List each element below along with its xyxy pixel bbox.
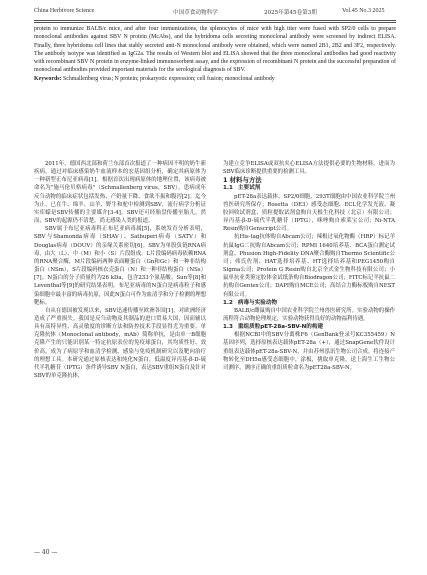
subsection-heading bbox=[223, 184, 395, 192]
keywords-label: Keywords: bbox=[34, 75, 62, 82]
body-paragraph: 抗His-tag抗体购自Abcam公司；辣根过氧化物酶（HRP）标记羊抗鼠IgG二抗购自Abcam公司；RPMI 1640培养基、BCA蛋白测定试剂盒、Phusion High-Fidelity DNA聚合酶购自Thermo Scientific公司；弗氏佐剂、HAT选择培养基、HT选择培养基和PEG1450购自Sigma公司；Protein G Resin购自北京全式金生物科技有限公司；小鼠单抗亚类鉴定胶体金试纸条购自Biodragon公司；FITC标记羊抗鼠二抗购自Gentex公司；DAPI购自MCE公司；高结合力酶标板购自NEST有限公司。 bbox=[223, 234, 395, 298]
body-paragraph: 为建立竞争ELISA或双抗夹心ELISA方法提供必要的生物材料，进而为SBV临床诊断提供重要的检测工具。 bbox=[223, 161, 395, 176]
section-heading: 1 材料与方法 bbox=[223, 176, 262, 185]
subsection-title: 主要试剂 bbox=[237, 185, 261, 192]
header-rule bbox=[34, 20, 396, 21]
issue-info: 2025年第45卷第3期 bbox=[264, 10, 317, 16]
right-column bbox=[223, 160, 395, 372]
subsection-number: 1.2 bbox=[223, 299, 233, 306]
body-paragraph: pET-28a表达载体、SP2/0细胞、293T细胞由中国农业科学院兰州兽医研究所保存；Rosetta（DE3）感受态细胞、ECL化学发光液、凝胶回收试剂盒、质粒提取试剂盒购自天根生化科技（北京）有限公司；异丙基-β-D-硫代半乳糖苷（IPTG），咪唑购自索莱宝公司；Ni-NTA Resin购自Genscript公司。 bbox=[223, 193, 395, 233]
journal-name-cn: 中国草食动物科学 bbox=[173, 10, 218, 16]
abstract-text: protein to immunize BALB/c mice, and after four immunizations, the splenocytes of mice with high titer were fused with SP2/0 cells to prepare monoclonal antibodies against SBV N protein (McAbs), and the hybridoma cells secreting monoclonal antibody were screened by indirect ELISA. Finally, three hybridoma cell lines that stably secreted anti-N monoclonal antibody were obtained, which were named 2B1, 2B2 and 3F2, respectively. The antibody isotype was identified as IgG2a. The results of Western blot and ELISA showed that the three monoclonal antibodies had good reactivity with recombinant SBV N protein in enzyme-linked immunosorbent assay, and the expression of recombinant N protein and the successful preparation of monoclonal antibodies provided important materials for the serological diagnosis of SBV. bbox=[34, 26, 396, 74]
subsection-title: 重组质粒pET-28a-SBV-N的构建 bbox=[237, 324, 324, 331]
header-rule-thin bbox=[34, 22, 396, 23]
keywords-text: Schmallenberg virus; N protein; prokaryotic expression; cell fusion; monoclonal antibody bbox=[61, 75, 275, 82]
volume-info: Vol.45 No.3 2025 bbox=[342, 8, 385, 14]
body-paragraph: SBV属于布尼亚病毒科正布尼亚病毒属[5]，系统发育分析表明，SBV与Shamonda病毒（SHAV）、Sathuperi病毒（SATV）和Douglas病毒（DOUV）的亲缘关系密切[6]。SBV为单股负链RNA病毒，由大（L）、中（M）和小（S）片段组成。L片段编码病毒依赖RNA的RNA聚合酶，M片段编码两种表面糖蛋白（Gn和Gc）和一种非结构蛋白（NSm），S片段编码核衣壳蛋白（N）和一种非结构蛋白（NSs）[7]。N蛋白的分子质量约为26 kDa，包含233个氨基酸。Sun等[8]和Leventhal等[9]的研究结果表明，布尼亚病毒的N蛋白是病毒粒子和感染细胞中最丰富的病毒抗原，因此N蛋白可作为血清学和分子检测的理想靶标。 bbox=[34, 226, 206, 306]
left-column bbox=[34, 160, 206, 380]
subsection-heading bbox=[223, 299, 395, 307]
journal-name-en: China Herbivore Science bbox=[34, 8, 95, 14]
subsection-title: 病毒与实验动物 bbox=[237, 299, 278, 306]
running-header bbox=[0, 0, 427, 22]
body-paragraph: 2011年，德国西北部和荷兰东部首次报道了一种病因不明的奶牛新疾病，通过对临床感染奶牛血液样本的宏基因组分析，确定其病原体为一种新型正布尼亚病毒[1]。根据首次出现病原体的地理位置，该病毒被命名为"施马伦贝格病毒"（Schmallenberg virus，SBV）。患病成年反刍动物的临床症状包括发热、产奶量下降、食欲不振和腹泻[2]。迄今为止，已在牛、绵羊、山羊、野牛和驼中检测到SBV，流行病学分析证实库蠓是SBV传播的主要媒介[3-4]。SBV还可经胎盘传播至胎儿。然而，SBV的起源仍不清楚，尚无感染人类的报道。 bbox=[34, 161, 206, 225]
abstract-block bbox=[34, 25, 396, 83]
subsection-number: 1.3 bbox=[223, 324, 233, 331]
page-number: — 40 — bbox=[34, 549, 58, 556]
subsection-heading bbox=[223, 323, 395, 331]
subsection-number: 1.1 bbox=[223, 185, 233, 192]
body-paragraph: 自从在德国被发现以来，SBV迅速传播至欧洲各国[1]，对欧洲经济造成了严重损失。我国是反刍动物及其制品的进口贸易大国，因而辅以具有高特异性、高灵敏度的诊断方法和防控技术手段显得尤为重要。单克隆抗体（Monoclonal antibody，mAb）简称单抗，是由单一B细胞克隆产生的只能识别某一特定抗原表位的免疫球蛋白，其均质性好、效价高，成为了病原学和血清学检测、感染与免疫机制研究以及靶向治疗的理想工具。本研究通过原核表达和纯化N蛋白，低温度异丙基-β-D-硫代半乳糖苷（IPTG）条件诱导SBV N蛋白，表达SBV重组N蛋白及针对SBV的单克隆抗体， bbox=[34, 307, 206, 380]
body-paragraph: BALB/c雌鼠购自中国农业科学院兰州兽医研究所。实验动物的操作流程符合动物伦理规定，实验动物获得良好的动物福利待遇。 bbox=[223, 307, 395, 322]
body-paragraph: 根据NCBI中的SBV分离株F6（GenBank登录号KC355459）N基因序列，选择原核表达载体pET-28a（+），通过SnapGene软件设计重组表达载体pET-28a-SBV-N，并由苏州泓讯生物公司合成。将连接产物转化至DH5α感受态细胞中，涂板，挑取单克隆，送上海生工生物公司测序，测序正确的重组质粒命名为pET28a-SBV-N。 bbox=[223, 332, 395, 371]
